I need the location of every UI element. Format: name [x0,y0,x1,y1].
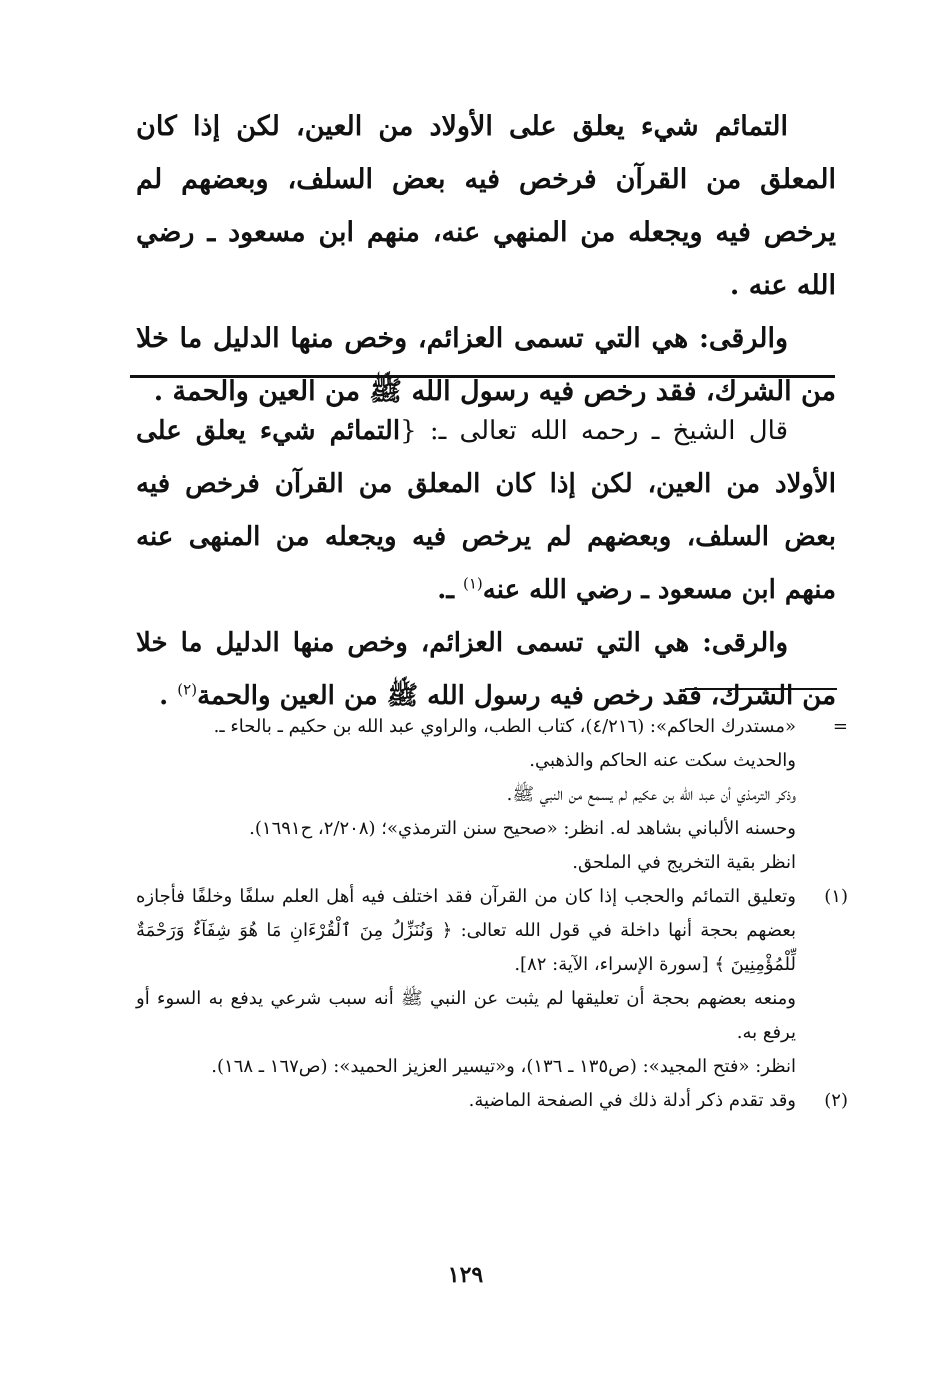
commentary-quote-2: والرقى: هي التي تسمى العزائم، وخص منها الدليل ما خلا من الشرك، فقد رخص فيه رسول الله ﷺ من العين والحمة [136,628,836,711]
footnote-mark: = [832,716,848,737]
section-divider [130,375,835,378]
footnote-line: وتعليق التمائم والحجب إذا كان من القرآن فقد اختلف فيه أهل العلم سلفًا وخلفًا فأجازه بعضهم بحجة أنها داخلة في قول الله تعالى: ﴿ وَنُنَزِّلُ مِنَ ٱلْقُرْءَانِ مَا هُوَ شِفَآءٌ وَرَحْمَةٌ لِّلْمُؤْمِنِينَ ﴾ [سورة الإسراء، الآية: ٨٢]. [136,886,796,975]
commentary-end-2: . [159,681,178,711]
matn-text [136,100,836,418]
footnote-mark: (٢) [824,1090,848,1111]
footnote-mark: (١) [824,886,848,907]
footnote-1 [136,880,848,1084]
commentary-text [136,405,836,723]
footnotes [136,710,848,1118]
footnote-line: والحديث سكت عنه الحاكم والذهبي. [529,750,796,771]
page-number: ١٢٩ [447,1262,484,1288]
footnote-2 [136,1084,848,1118]
footnote-ref-1[interactable]: (١) [463,574,483,593]
footnote-line: انظر: «فتح المجيد»: (ص١٣٥ ـ ١٣٦)، و«تيسير العزيز الحميد»: (ص١٦٧ ـ ١٦٨). [211,1056,796,1077]
matn-paragraph-1: التمائم شيء يعلق على الأولاد من العين، لكن إذا كان المعلق من القرآن فرخص فيه بعض السلف، وبعضهم لم يرخص فيه ويجعله من المنهي عنه، منهم ابن مسعود ـ رضي الله عنه . [136,111,836,301]
footnote-line: «مستدرك الحاكم»: (٤/٢١٦)، كتاب الطب، والراوي عبد الله بن حكيم ـ بالحاء ـ. [213,716,796,737]
footnote-line: وذكر الترمذي أن عبد الله بن عكيم لم يسمع من النبي ﷺ. [506,784,796,805]
footnote-ref-2[interactable]: (٢) [177,680,198,699]
commentary-lead: قال الشيخ ـ رحمه الله تعالى ـ: { [400,416,788,446]
commentary-quote-1: التمائم شيء يعلق على الأولاد من العين، لكن إذا كان المعلق من القرآن فرخص فيه بعض السلف، وبعضهم لم يرخص فيه ويجعله من المنهى عنه منهم ابن مسعود ـ رضي الله عنه [136,416,836,605]
footnote-line: وقد تقدم ذكر أدلة ذلك في الصفحة الماضية. [468,1090,796,1111]
footnote-line: وحسنه الألباني بشاهد له. انظر: «صحيح سنن الترمذي»؛ (٢/٢٠٨، ح١٦٩١). [249,818,796,839]
footnote-divider [685,688,837,690]
footnote-line: انظر بقية التخريج في الملحق. [572,852,796,873]
commentary-end-1: ـ. [437,575,463,605]
commentary-paragraph-2 [136,617,836,723]
footnote-continued [136,710,848,880]
commentary-paragraph-1 [136,405,836,617]
matn-paragraph-2: والرقى: هي التي تسمى العزائم، وخص منها الدليل ما خلا من الشرك، فقد رخص فيه رسول الله ﷺ من العين والحمة . [136,323,836,407]
footnote-line: ومنعه بعضهم بحجة أن تعليقها لم يثبت عن النبي ﷺ أنه سبب شرعي يدفع به السوء أو يرفع به. [136,988,796,1043]
